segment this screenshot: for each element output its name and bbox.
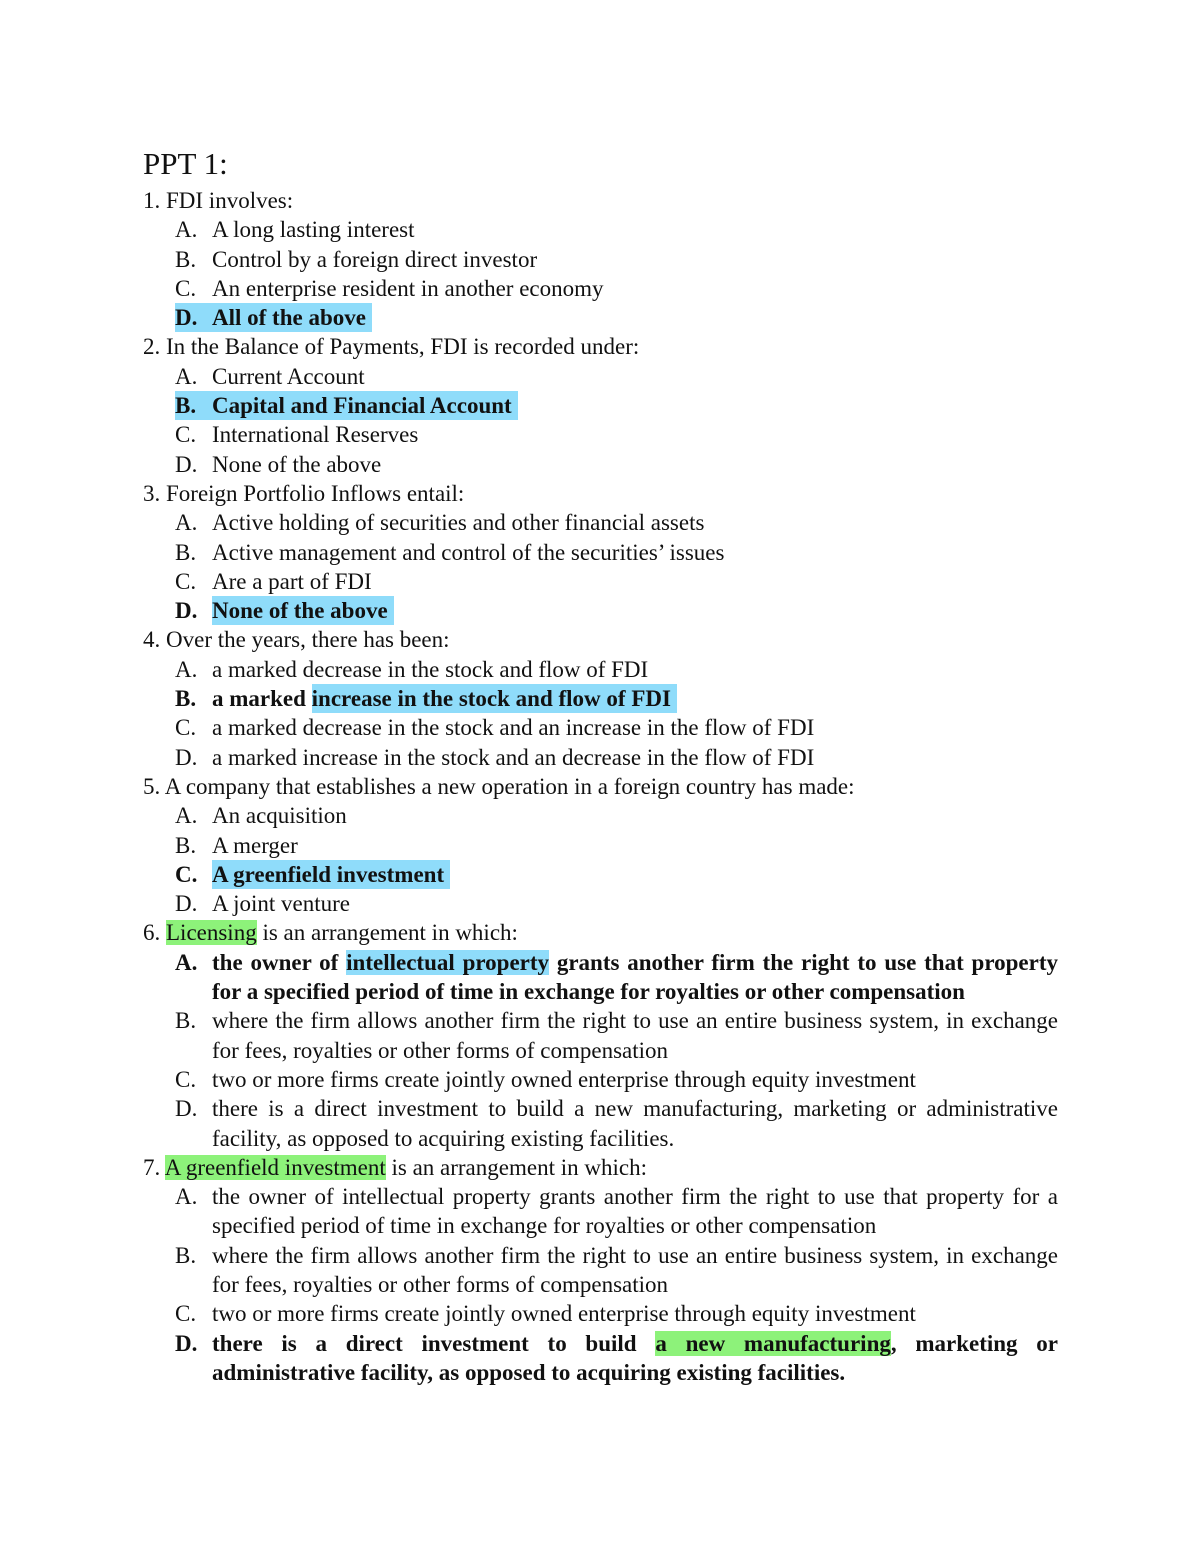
quiz-document <box>143 142 1058 1387</box>
question-5-option-d: D. A joint venture <box>175 891 350 917</box>
term-highlight: A greenfield investment <box>164 1154 386 1180</box>
question-7-stem: 7. A greenfield investment is an arrangement in which: <box>143 1154 647 1180</box>
question-2-stem: 2. In the Balance of Payments, FDI is recorded under: <box>143 334 640 360</box>
question-3-option-b: B. Active management and control of the securities’ issues <box>175 539 725 565</box>
question-4-option-a: A. a marked decrease in the stock and flow of FDI <box>175 656 649 682</box>
question-3-option-a: A. Active holding of securities and other financial assets <box>175 510 705 536</box>
question-2-option-a: A. Current Account <box>175 363 365 389</box>
question-2-option-b-answer <box>143 391 1058 420</box>
question-5-option-b: B. A merger <box>175 832 298 858</box>
question-1-option-a: A. A long lasting interest <box>175 217 415 243</box>
question-2-option-d: D. None of the above <box>175 451 382 477</box>
question-2-option-c: C. International Reserves <box>175 422 419 448</box>
question-7-option-d-answer: D. there is a direct investment to build a new manufacturing, marketing or administrative facility, as opposed to acquiring existing facilities. <box>175 1330 1058 1385</box>
question-4-stem: 4. Over the years, there has been: <box>143 627 450 653</box>
question-3-option-c: C. Are a part of FDI <box>175 568 372 594</box>
question-3-stem: 3. Foreign Portfolio Inflows entail: <box>143 480 465 506</box>
question-1-option-c: C. An enterprise resident in another economy <box>175 275 604 301</box>
question-6-option-c: C. two or more firms create jointly owned enterprise through equity investment <box>175 1066 916 1092</box>
question-7-option-b: B. where the firm allows another firm the right to use an entire business system, in exchange for fees, royalties or other forms of compensation <box>175 1242 1058 1297</box>
question-1-stem: 1. FDI involves: <box>143 188 294 213</box>
question-5-option-c-answer: C. A greenfield investment <box>143 860 1058 889</box>
question-5-stem: 5. A company that establishes a new operation in a foreign country has made: <box>143 773 855 799</box>
question-3-option-d-answer: D. None of the above <box>143 596 1058 625</box>
question-1-option-b: B. Control by a foreign direct investor <box>175 246 538 272</box>
question-1-option-d-answer <box>143 303 1058 332</box>
question-6-option-a-answer: A. the owner of intellectual property grants another firm the right to use that property for a specified period of time in exchange for royalties or other compensation <box>175 949 1058 1005</box>
answer-highlight: B. Capital and Financial Account <box>175 391 518 420</box>
question-6-stem: 6. Licensing is an arrangement in which: <box>143 920 518 946</box>
question-7-option-c: C. two or more firms create jointly owned enterprise through equity investment <box>175 1301 916 1327</box>
answer-highlight: None of the above <box>212 596 394 625</box>
answer-highlight: increase in the stock and flow of FDI <box>312 684 677 713</box>
question-7-option-a: A. the owner of intellectual property grants another firm the right to use that property for a specified period of time in exchange for royalties or other compensation <box>175 1184 1058 1239</box>
question-6-option-b: B. where the firm allows another firm the right to use an entire business system, in exchange for fees, royalties or other forms of compensation <box>175 1008 1058 1063</box>
answer-highlight: A greenfield investment <box>212 860 450 889</box>
term-highlight: a new manufacturing <box>655 1330 891 1356</box>
question-5-option-a: A. An acquisition <box>175 803 347 829</box>
question-4-option-d: D. a marked increase in the stock and an decrease in the flow of FDI <box>175 744 815 770</box>
answer-highlight: intellectual property <box>346 949 550 975</box>
question-6-option-d: D. there is a direct investment to build a new manufacturing, marketing or administrative facility, as opposed to acquiring existing facilities. <box>175 1096 1058 1151</box>
question-4-option-b-answer: B. a marked increase in the stock and flow of FDI <box>143 684 1058 713</box>
answer-highlight: D. All of the above <box>175 303 372 332</box>
question-4-option-c: C. a marked decrease in the stock and an increase in the flow of FDI <box>175 715 815 741</box>
section-heading: PPT 1: <box>143 146 228 181</box>
term-highlight: Licensing <box>166 920 257 946</box>
